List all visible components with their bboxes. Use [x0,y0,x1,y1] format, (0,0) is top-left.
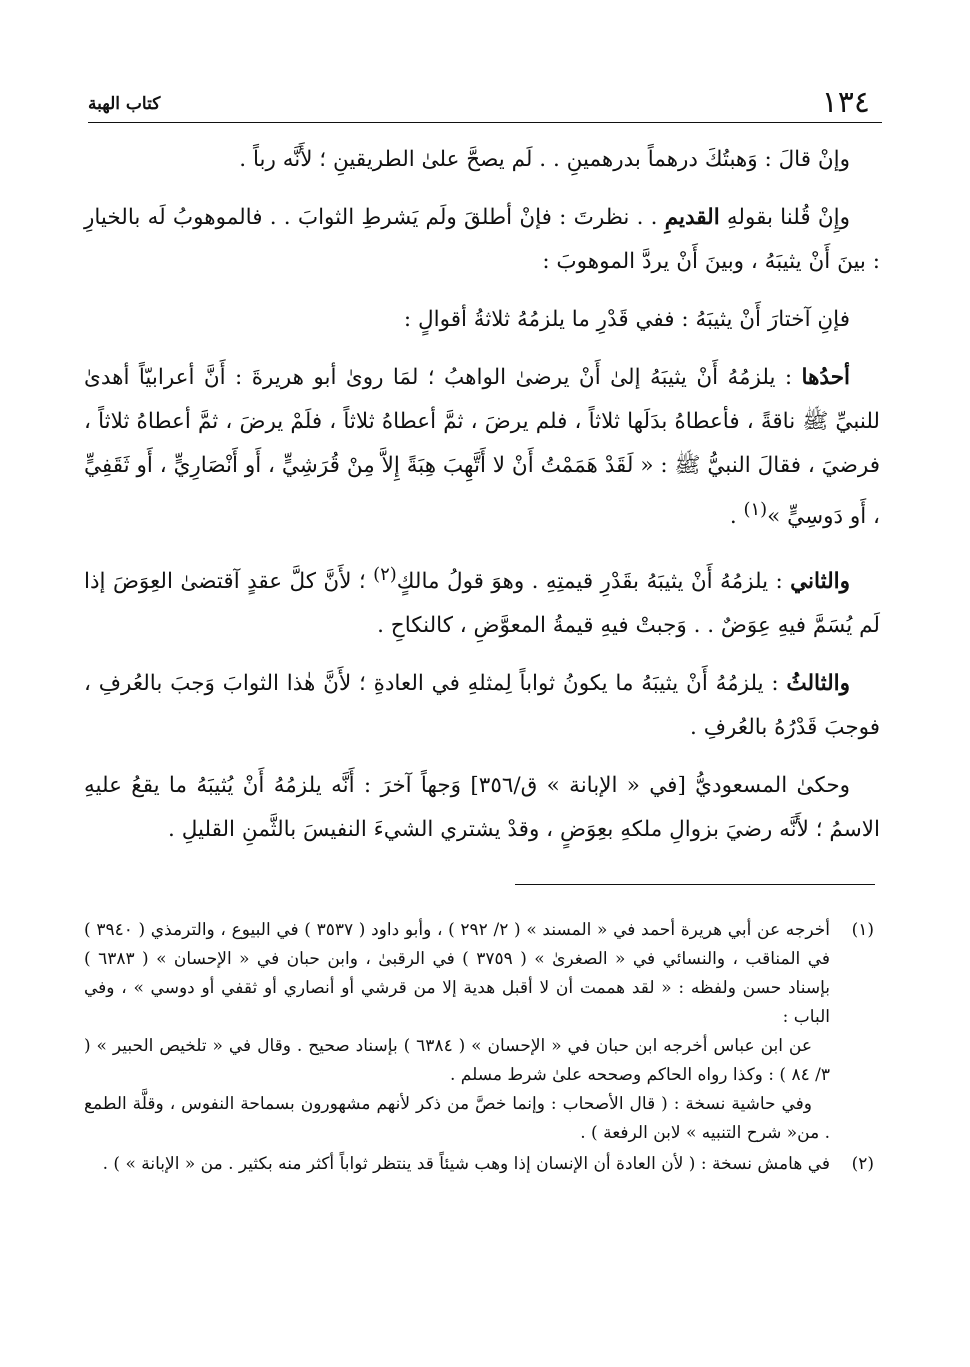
footnote-ref-2[interactable]: (٢) [373,564,397,586]
keyword-first: أحدُها [801,365,850,390]
footnote-body: أخرجه عن أبي هريرة أحمد في « المسند » ( ٢/ ٢٩٢ ) ، وأبو داود ( ٣٥٣٧ ) في البيوع ، والترمذي ( ٣٩٤٠ ) في المناقب ، والنسائي في « الصغرىٰ » ( ٣٧٥٩ ) في الرقبىٰ ، وابن حبان في « الإحسان » ( ٦٣٨٣ ) بإسناد حسن ولفظه : « لقد هممت أن لا أقبل هدية إلا من قرشي أو أنصاري أو ثقفي أو دوسي » ، وفي الباب : عن ابن عباس أخرجه ابن حبان في « الإحسان » ( ٦٣٨٤ ) بإسناد صحيح . وقال في « تلخيص الحبير » ( ٣/ ٨٤ ) : وكذا رواه الحاكم وصححه علىٰ شرط مسلم . وفي حاشية نسخة : ( قال الأصحاب : وإنما خصَّ من ذكر لأنهم مشهورون بسماحة النفوس ، وقلَّة الطمع . من« شرح التنبيه » لابن الرفعة ) . [84,920,831,1143]
paragraph-5: والثاني : يلزمُهُ أَنْ يثيبَهُ بقَدْرِ قيمتِهِ . وهوَ قولُ مالكٍ$^{(٢)}$ ؛ لأَنَّ كلَّ عقدٍ آقتضىٰ العِوَضَ إذا لَم يُسَمَّ فيهِ عِوَضٌ . . وَجبتْ فيهِ قيمةُ المعوَّضِ ، كالنكاحِ . [84,564,880,639]
footnotes [84,916,874,1181]
footnote-ref-1[interactable]: (١) [743,499,768,520]
paragraph-7: وحكىٰ المسعوديُّ [في « الإبانة » ق/٣٥٦] وَجهاً آخرَ : أَنَّه يلزمُهُ أَنْ يُثيبَهُ ما يقعُ عليهِ الاسمُ ؛ لأَنَّه رضيَ بزوالِ ملكهِ بعِوَضٍ ، وقدْ يشتري الشيءَ النفيسَ بالثَّمنِ القليلِ . [84,773,880,843]
keyword-qadim: القديمِ [664,205,720,230]
running-head: كتاب الهبة [88,94,161,114]
page-header [88,86,870,120]
main-text [84,138,880,866]
page-number: ١٣٤ [821,85,870,120]
footnote-rule [515,884,875,885]
footnote-1 [84,916,874,1148]
paragraph-4: أحدُها : يلزمُهُ أَنْ يثيبَهُ إلىٰ أَنْ يرضىٰ الواهبُ ؛ لمَا روىٰ أبو هريرةَ : أَنَّ أعرابيّاً أهدىٰ للنبيِّ ﷺ ناقةً ، فأعطاهُ بدَلَها ثلاثاً ، فلم يرضَ ، ثمَّ أعطاهُ ثلاثاً ، فلَمْ يرضَ ، ثمَّ أعطاهُ ثلاثاً ، فرضيَ ، فقالَ النبيُّ ﷺ : « لَقَدْ هَمَمْتُ أَنْ لا أَتَّهِبَ هِبَةً إِلاَّ مِنْ قُرَشِيٍّ ، أَو أَنْصَارِيٍّ ، أَو ثَقَفِيٍّ ، أَو دَوسِيٍّ »$^{(١)}$ . [84,365,880,530]
paragraph-6: والثالثُ : يلزمُهُ أَنْ يثيبَهُ ما يكونُ ثواباً لِمثلهِ في العادةِ ؛ لأَنَّ هٰذا الثوابَ وَجبَ بالعُرفِ ، فوجبَ قَدْرُهُ بالعُرفِ . [84,671,880,741]
footnote-body: في هامش نسخة : ( لأن العادة أن الإنسان إذا وهب شيئاً قد ينتظر ثواباً أكثر منه بكثير . من « الإبانة » ) . [102,1154,830,1174]
footnote-mark: (١) [851,920,874,940]
paragraph-2: وإِنْ قُلنا بقولهِ القديمِ . . نظرتَ : فإنْ أطلقَ ولَم يَشرطِ الثوابَ . . فالموهوبُ لَه بالخيارِ : بينَ أَنْ يثيبَهُ ، وبينَ أَنْ يردَّ الموهوبَ : [84,205,880,274]
header-rule [88,122,882,123]
footnote-2 [84,1150,874,1179]
keyword-third: والثالثُ [786,671,850,697]
paragraph-1: وإنْ قالَ : وَهبتُكَ درهماً بدرهمينِ . . لَم يصحَّ علىٰ الطريقينِ ؛ لأَنَّه رباً . [239,147,850,172]
footnote-mark: (٢) [851,1154,874,1174]
paragraph-3: فإنِ آختارَ أَنْ يثيبَهُ : ففي قَدْرِ ما يلزمُهُ ثلاثةُ أقوالٍ : [403,307,850,332]
keyword-second: والثاني [790,569,850,595]
